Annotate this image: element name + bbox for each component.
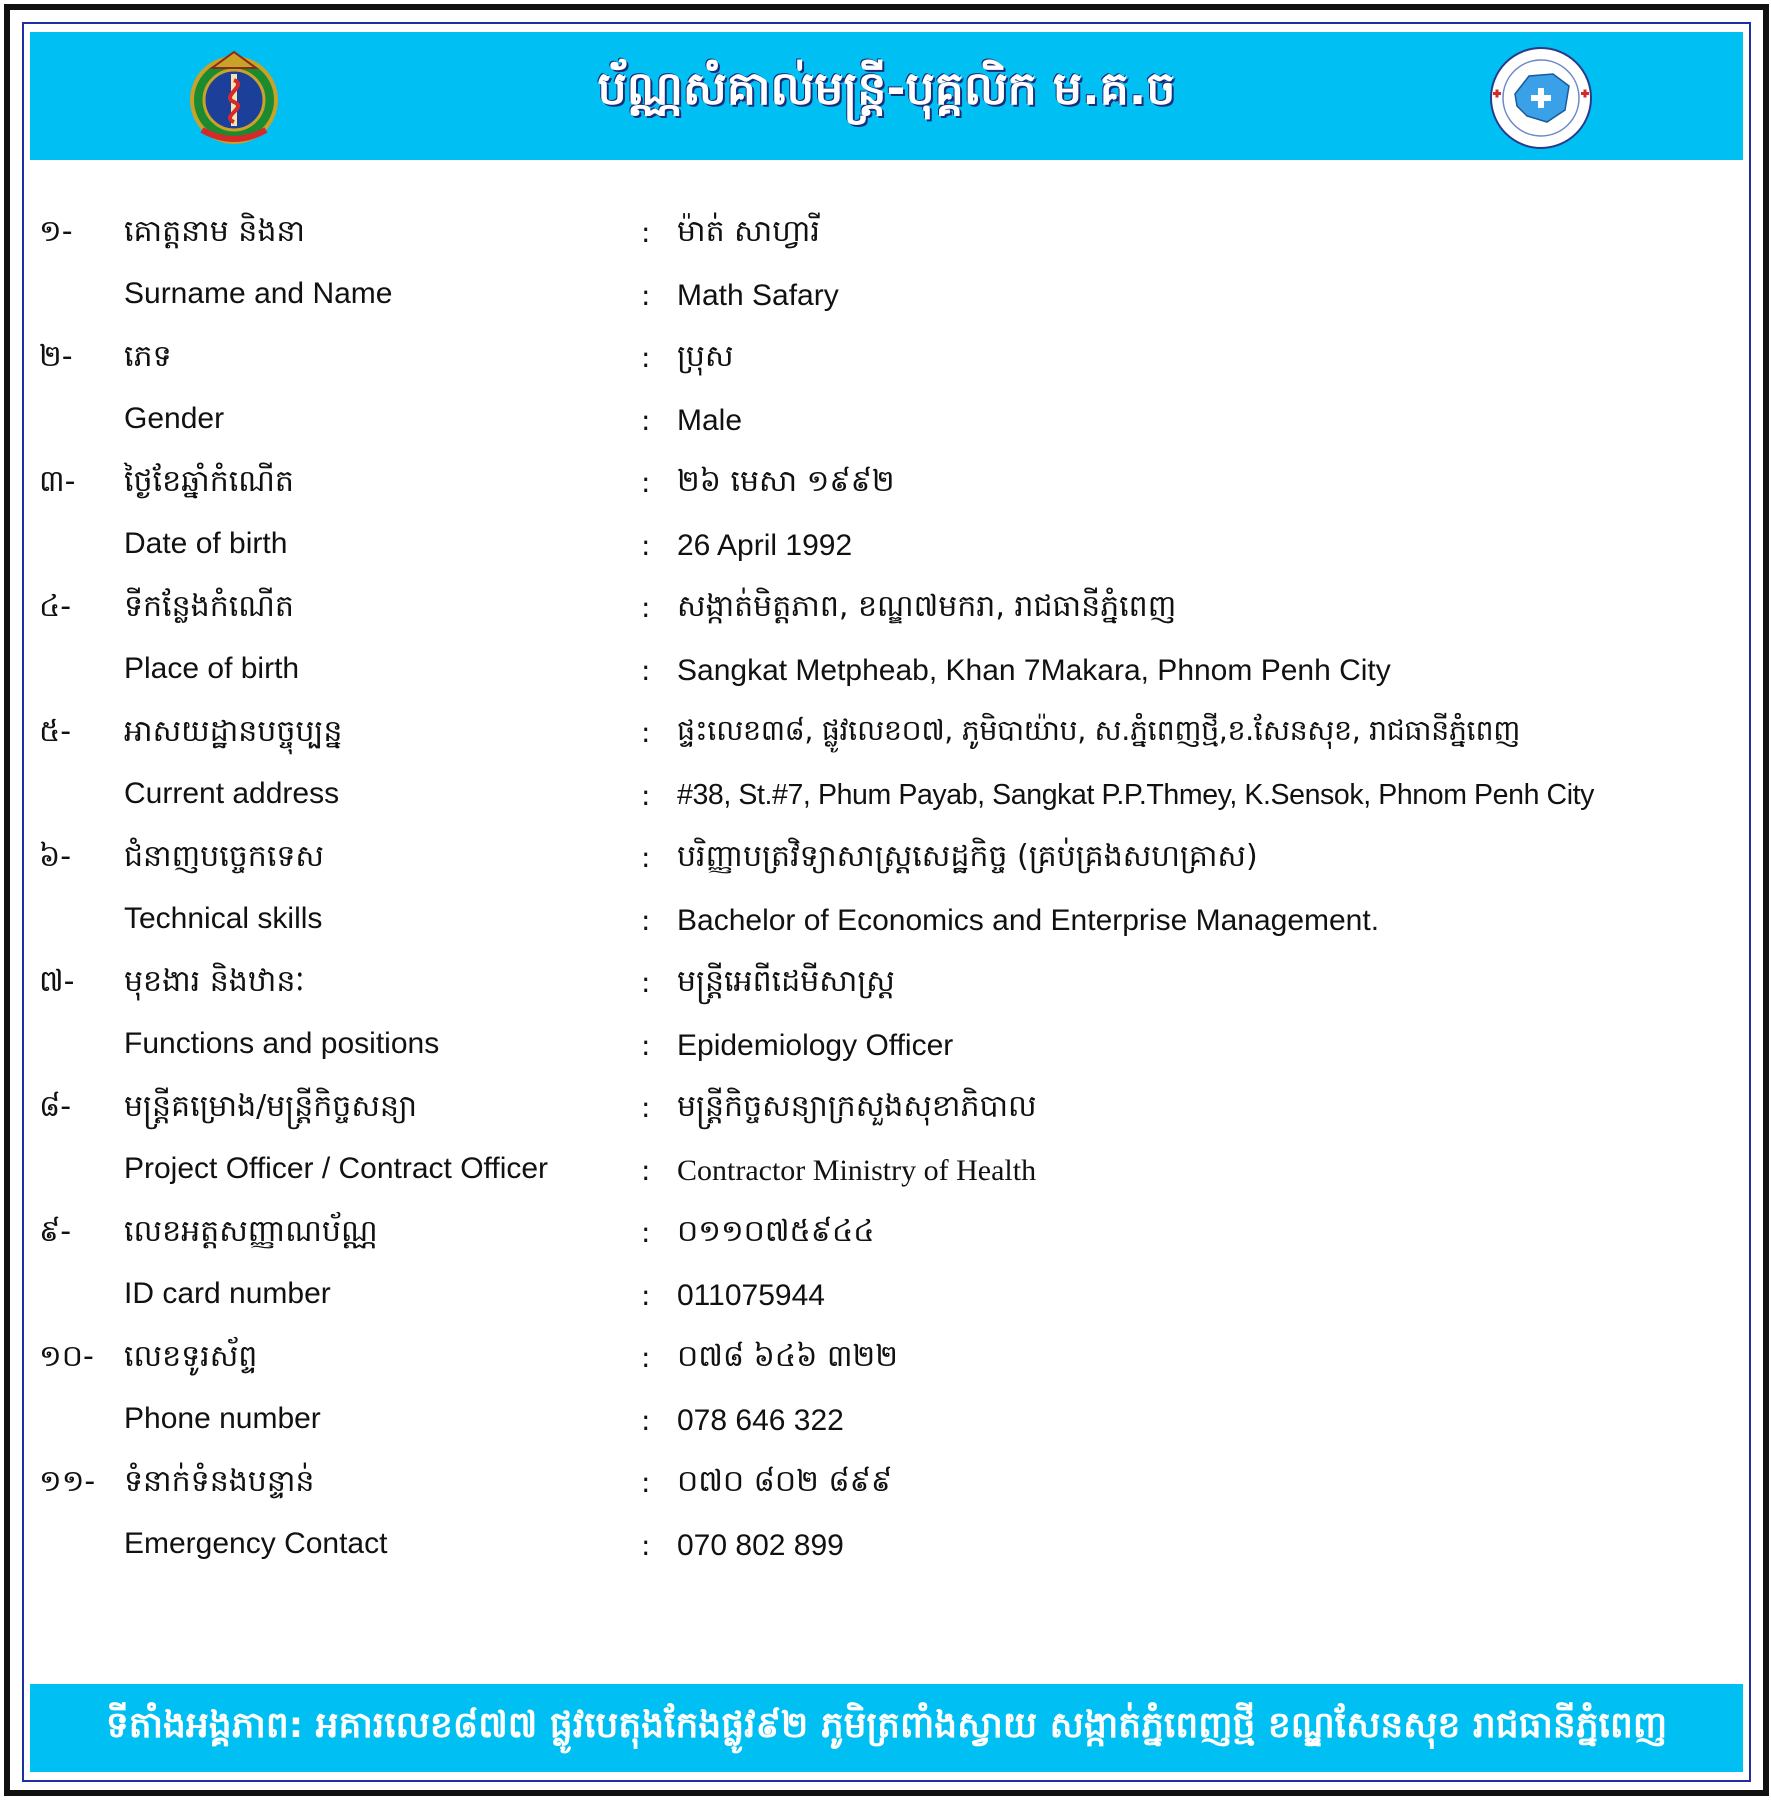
row-value: #38, St.#7, Phum Payab, Sangkat P.P.Thmey, K.Sensok, Phnom Penh City	[677, 778, 1595, 811]
row-skills-en	[24, 892, 1749, 955]
row-colon: :	[641, 1216, 651, 1249]
row-emergency-kh	[24, 1454, 1749, 1517]
row-emergency-en	[24, 1517, 1749, 1580]
row-value: ប្រុស	[677, 339, 734, 374]
header-banner	[30, 32, 1743, 160]
row-colon: :	[641, 841, 651, 874]
row-number: ១-	[39, 214, 73, 249]
row-address-kh	[24, 704, 1749, 767]
row-colon: :	[641, 216, 651, 249]
row-label: ទីកន្លែងកំណើត	[124, 589, 294, 624]
row-value: 26 April 1992	[677, 528, 853, 562]
row-value: ០៧០ ៨០២ ៨៩៩	[677, 1464, 893, 1499]
row-id-card-kh	[24, 1204, 1749, 1267]
row-colon: :	[641, 466, 651, 499]
row-number: ១១-	[39, 1464, 96, 1499]
row-colon: :	[641, 716, 651, 749]
row-colon: :	[641, 653, 651, 687]
row-label: Project Officer / Contract Officer	[124, 1151, 549, 1185]
row-colon: :	[641, 1466, 651, 1499]
row-label: Date of birth	[124, 526, 288, 560]
row-value: មន្ត្រីកិច្ចសន្យាក្រសួងសុខាភិបាល	[677, 1089, 1037, 1124]
row-label: ទំនាក់ទំនងបន្ទាន់	[124, 1464, 315, 1499]
row-pob-en	[24, 642, 1749, 705]
row-number: ៩-	[39, 1214, 72, 1249]
card-inner-frame	[22, 22, 1751, 1782]
row-value: ០៧៨ ៦៤៦ ៣២២	[677, 1339, 898, 1374]
row-value: 070 802 899	[677, 1528, 844, 1562]
row-value: Math Safary	[677, 278, 839, 312]
row-colon: :	[641, 966, 651, 999]
row-value: Bachelor of Economics and Enterprise Management.	[677, 903, 1380, 937]
row-gender-kh	[24, 329, 1749, 392]
row-number: ២-	[39, 339, 73, 374]
row-colon: :	[641, 591, 651, 624]
row-name-en	[24, 267, 1749, 330]
row-label: លេខអត្តសញ្ញាណប័ណ្ណ	[124, 1214, 378, 1249]
row-number: ៣-	[39, 464, 76, 499]
row-colon: :	[641, 341, 651, 374]
row-officer-type-kh	[24, 1079, 1749, 1142]
row-dob-kh	[24, 454, 1749, 517]
row-value: ០១១០៧៥៩៤៤	[677, 1214, 875, 1249]
row-label: Functions and positions	[124, 1026, 440, 1060]
row-label: ជំនាញបច្ចេកទេស	[124, 839, 324, 874]
row-label: Phone number	[124, 1401, 321, 1435]
row-label: ភេទ	[124, 339, 172, 374]
row-address-en	[24, 767, 1749, 830]
row-colon: :	[641, 778, 651, 812]
row-number: ៤-	[39, 589, 72, 624]
row-value: ផ្ទះលេខ៣៨, ផ្លូវលេខ០៧, ភូមិបាយ៉ាប, ស.ភ្នំពេញថ្មី,ខ.សែនសុខ, រាជធានីភ្នំពេញ	[677, 714, 1520, 747]
row-dob-en	[24, 517, 1749, 580]
cambodia-map-logo-icon	[1489, 46, 1593, 150]
row-position-kh	[24, 954, 1749, 1017]
row-label: លេខទូរស័ព្ទ	[124, 1339, 258, 1374]
office-location-text: ទីតាំងអង្គភាព: អគារលេខ៨៧៧ ផ្លូវបេតុងកែងផ្លូវ៩២ ភូមិត្រពាំងស្វាយ សង្កាត់ភ្នំពេញថ្មី ខណ្ឌសែនសុខ រាជធានីភ្នំពេញ	[105, 1705, 1668, 1746]
row-label: អាសយដ្ឋានបច្ចុប្បន្ន	[124, 714, 343, 749]
row-colon: :	[641, 1528, 651, 1562]
row-gender-en	[24, 392, 1749, 455]
row-id-card-en	[24, 1267, 1749, 1330]
row-colon: :	[641, 1153, 651, 1187]
row-number: ៨-	[39, 1089, 72, 1124]
row-label: គោត្តនាម និងនា	[124, 214, 305, 249]
row-value: 078 646 322	[677, 1403, 844, 1437]
row-colon: :	[641, 1278, 651, 1312]
row-label: Surname and Name	[124, 276, 393, 310]
row-value: ម៉ាត់ សាហ្វារី	[677, 214, 820, 249]
row-number: ៦-	[39, 839, 72, 874]
card-outer-frame	[4, 4, 1769, 1796]
row-value: ២៦ មេសា ១៩៩២	[677, 464, 895, 499]
footer-banner	[30, 1684, 1743, 1772]
row-colon: :	[641, 903, 651, 937]
row-value: Contractor Ministry of Health	[677, 1153, 1037, 1187]
row-colon: :	[641, 1091, 651, 1124]
row-pob-kh	[24, 579, 1749, 642]
row-number: ១០-	[39, 1339, 94, 1374]
row-label: Emergency Contact	[124, 1526, 388, 1560]
row-colon: :	[641, 403, 651, 437]
row-value: មន្ត្រីអេពីដេមីសាស្ត្រ	[677, 964, 895, 999]
row-skills-kh	[24, 829, 1749, 892]
row-value: Epidemiology Officer	[677, 1028, 954, 1062]
row-officer-type-en	[24, 1142, 1749, 1205]
row-label: Place of birth	[124, 651, 300, 685]
row-label: Gender	[124, 401, 225, 435]
info-rows	[24, 204, 1749, 1579]
row-colon: :	[641, 1403, 651, 1437]
row-value: Male	[677, 403, 743, 437]
row-phone-kh	[24, 1329, 1749, 1392]
row-value: បរិញ្ញាបត្រវិទ្យាសាស្ត្រសេដ្ឋកិច្ច (គ្រប់គ្រងសហគ្រាស)	[677, 839, 1258, 874]
row-colon: :	[641, 278, 651, 312]
row-label: មន្ត្រីគម្រោង/មន្ត្រីកិច្ចសន្យា	[124, 1089, 417, 1124]
row-colon: :	[641, 528, 651, 562]
row-number: ៥-	[39, 714, 72, 749]
row-colon: :	[641, 1341, 651, 1374]
row-name-kh	[24, 204, 1749, 267]
row-label: ថ្ងៃខែឆ្នាំកំណើត	[124, 464, 294, 499]
row-number: ៧-	[39, 964, 75, 999]
row-value: Sangkat Metpheab, Khan 7Makara, Phnom Penh City	[677, 653, 1391, 687]
row-label: Current address	[124, 776, 340, 810]
row-colon: :	[641, 1028, 651, 1062]
row-label: ID card number	[124, 1276, 331, 1310]
row-label: Technical skills	[124, 901, 323, 935]
row-value: សង្កាត់មិត្តភាព, ខណ្ឌ៧មករា, រាជធានីភ្នំពេញ	[677, 589, 1177, 624]
row-label: មុខងារ និងឋានៈ	[124, 964, 305, 999]
row-phone-en	[24, 1392, 1749, 1455]
row-value: 011075944	[677, 1278, 825, 1312]
row-position-en	[24, 1017, 1749, 1080]
card-title: ប័ណ្ណសំគាល់មន្ត្រី-បុគ្គលិក ម.គ.ច	[597, 61, 1176, 115]
royal-emblem-icon	[184, 46, 284, 146]
